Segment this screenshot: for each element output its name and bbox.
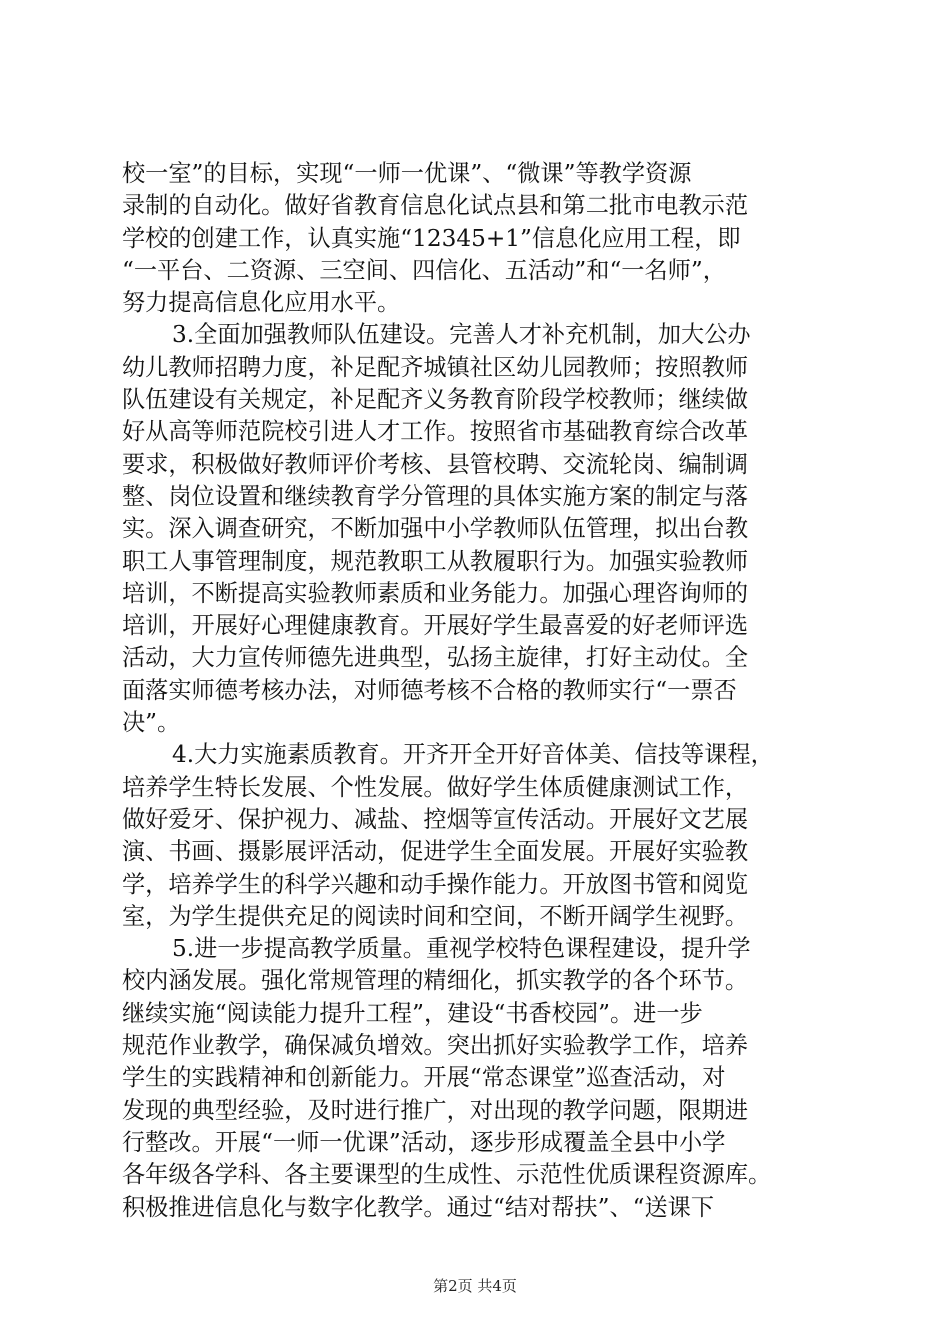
text-line: 校内涵发展。强化常规管理的精细化，抓实教学的各个环节。: [122, 967, 749, 995]
text-line: 幼儿教师招聘力度，补足配齐城镇社区幼儿园教师；按照教师: [122, 353, 749, 381]
text-line: 规范作业教学，确保减负增效。突出抓好实验教学工作，培养: [122, 1032, 749, 1060]
page-footer: 第2页 共4页: [433, 1277, 517, 1295]
text-line: 继续实施“阅读能力提升工程”，建设“书香校园”。进一步: [122, 999, 703, 1027]
text-line: 4.大力实施素质教育。开齐开全开好音体美、信技等课程，: [172, 741, 774, 769]
text-line: 做好爱牙、保护视力、减盐、控烟等宣传活动。开展好文艺展: [122, 805, 749, 833]
text-line: 职工人事管理制度，规范教职工从教履职行为。加强实验教师: [122, 547, 749, 575]
text-line: 整、岗位设置和继续教育学分管理的具体实施方案的制定与落: [122, 482, 749, 510]
text-line: 发现的典型经验，及时进行推广，对出现的教学问题，限期进: [122, 1096, 749, 1124]
text-line: 校一室”的目标，实现“一师一优课”、“微课”等教学资源: [122, 160, 692, 187]
text-line: 室，为学生提供充足的阅读时间和空间，不断开阔学生视野。: [122, 902, 749, 930]
text-line: 努力提高信息化应用水平。: [122, 289, 401, 317]
text-line: 行整改。开展“一师一优课”活动，逐步形成覆盖全县中小学: [122, 1128, 726, 1156]
text-line: 活动，大力宣传师德先进典型，弘扬主旋律，打好主动仗。全: [122, 644, 749, 672]
text-line: 好从高等师范院校引进人才工作。按照省市基础教育综合改革: [122, 418, 749, 446]
text-line: 演、书画、摄影展评活动，促进学生全面发展。开展好实验教: [122, 838, 749, 866]
text-line: 学，培养学生的科学兴趣和动手操作能力。开放图书管和阅览: [122, 870, 749, 898]
text-line: 培训，不断提高实验教师素质和业务能力。加强心理咨询师的: [122, 579, 749, 607]
text-line: 培训，开展好心理健康教育。开展好学生最喜爱的好老师评选: [122, 612, 749, 640]
text-line: 要求，积极做好教师评价考核、县管校聘、交流轮岗、编制调: [122, 450, 749, 478]
text-line: 学生的实践精神和创新能力。开展“常态课堂”巡查活动，对: [122, 1064, 726, 1092]
text-line: 5.进一步提高教学质量。重视学校特色课程建设，提升学: [172, 935, 751, 963]
text-line: 3.全面加强教师队伍建设。完善人才补充机制，加大公办: [172, 321, 751, 349]
text-line: 培养学生特长发展、个性发展。做好学生体质健康测试工作，: [122, 773, 749, 801]
text-line: 学校的创建工作，认真实施“12345+1”信息化应用工程，即: [122, 224, 741, 252]
text-line: 录制的自动化。做好省教育信息化试点县和第二批市电教示范: [122, 192, 749, 220]
document-body: [122, 158, 834, 1224]
text-line: 实。深入调查研究，不断加强中小学教师队伍管理，拟出台教: [122, 515, 749, 543]
text-line: “一平台、二资源、三空间、四信化、五活动”和“一名师”，: [122, 256, 726, 284]
text-line: 各年级各学科、各主要课型的生成性、示范性优质课程资源库。: [122, 1161, 772, 1189]
text-line: 面落实师德考核办法，对师德考核不合格的教师实行“一票否: [122, 676, 737, 704]
text-line: 决”。: [122, 709, 181, 737]
text-line: 队伍建设有关规定，补足配齐义务教育阶段学校教师；继续做: [122, 386, 749, 414]
text-line: 积极推进信息化与数字化教学。通过“结对帮扶”、“送课下: [122, 1193, 715, 1221]
